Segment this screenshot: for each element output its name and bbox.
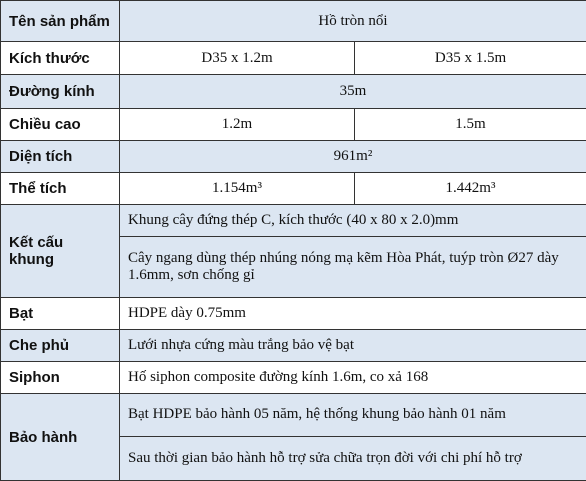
row-cover (1, 329, 586, 361)
size-value-1: D35 x 1.2m (120, 42, 355, 75)
diameter-value: 35m (120, 75, 586, 108)
row-warranty-1 (1, 394, 586, 436)
frame-label: Kết cấu khung (1, 205, 120, 298)
size-label: Kích thước (1, 42, 120, 75)
warranty-label: Bảo hành (1, 394, 120, 481)
volume-value-2: 1.442m³ (355, 173, 586, 205)
row-liner (1, 297, 586, 329)
liner-value: HDPE dày 0.75mm (120, 297, 586, 329)
row-size (1, 42, 586, 75)
row-area (1, 140, 586, 172)
diameter-label: Đường kính (1, 75, 120, 108)
volume-value-1: 1.154m³ (120, 173, 355, 205)
frame-value-2: Cây ngang dùng thép nhúng nóng mạ kẽm Hòa Phát, tuýp tròn Ø27 dày 1.6mm, sơn chống gỉ (120, 237, 586, 297)
volume-label: Thể tích (1, 173, 120, 205)
product-name-label: Tên sản phẩm (1, 1, 120, 42)
height-value-1: 1.2m (120, 108, 355, 140)
frame-value-1: Khung cây đứng thép C, kích thước (40 x 80 x 2.0)mm (120, 205, 586, 237)
siphon-label: Siphon (1, 362, 120, 394)
liner-label: Bạt (1, 297, 120, 329)
row-diameter (1, 75, 586, 108)
warranty-value-1: Bạt HDPE bảo hành 05 năm, hệ thống khung bảo hành 01 năm (120, 394, 586, 436)
size-value-2: D35 x 1.5m (355, 42, 586, 75)
cover-label: Che phủ (1, 329, 120, 361)
cover-value: Lưới nhựa cứng màu trắng bảo vệ bạt (120, 329, 586, 361)
row-height (1, 108, 586, 140)
row-siphon (1, 362, 586, 394)
siphon-value: Hố siphon composite đường kính 1.6m, co xả 168 (120, 362, 586, 394)
row-volume (1, 173, 586, 205)
row-frame-1 (1, 205, 586, 237)
warranty-value-2: Sau thời gian bảo hành hỗ trợ sửa chữa trọn đời với chi phí hỗ trợ (120, 436, 586, 480)
product-name-value: Hồ tròn nổi (120, 1, 586, 42)
row-product-name (1, 1, 586, 42)
height-value-2: 1.5m (355, 108, 586, 140)
area-value: 961m² (120, 140, 586, 172)
area-label: Diện tích (1, 140, 120, 172)
height-label: Chiều cao (1, 108, 120, 140)
